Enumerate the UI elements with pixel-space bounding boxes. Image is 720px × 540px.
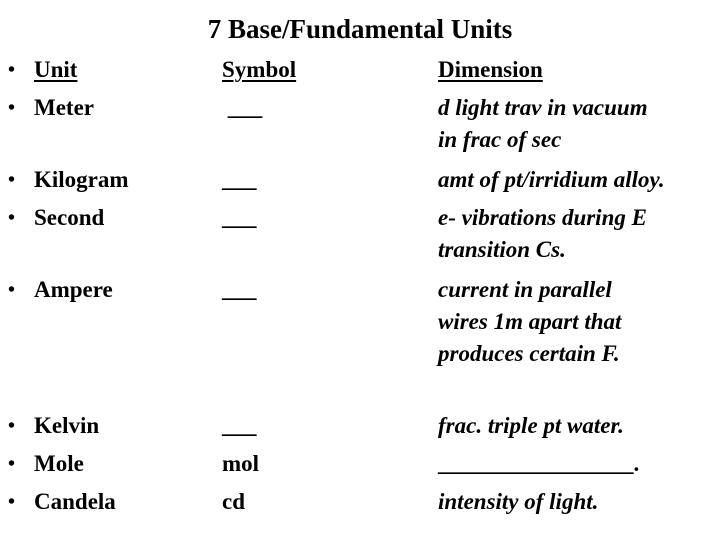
unit-dimension-meter-line2: in frac of sec [438, 127, 562, 152]
unit-symbol-second: ___ [222, 205, 257, 230]
unit-symbol-ampere: ___ [222, 277, 257, 302]
bullet: • [8, 491, 16, 513]
bullet: • [8, 453, 16, 475]
unit-name-kelvin: Kelvin [34, 413, 100, 438]
unit-symbol-candela: cd [222, 489, 245, 514]
unit-name-meter: Meter [34, 95, 94, 120]
unit-dimension-ampere-line1: current in parallel [438, 277, 612, 302]
unit-dimension-kelvin: frac. triple pt water. [438, 413, 624, 438]
bullet: • [8, 59, 16, 81]
unit-dimension-candela: intensity of light. [438, 489, 599, 514]
slide-title: 7 Base/Fundamental Units [207, 14, 513, 44]
unit-dimension-second-line1: e- vibrations during E [438, 205, 647, 230]
unit-name-candela: Candela [34, 489, 116, 514]
bullet: • [8, 207, 16, 229]
bullet: • [8, 169, 16, 191]
bullet: • [8, 97, 16, 119]
unit-dimension-ampere-line2: wires 1m apart that [438, 309, 622, 334]
bullet: • [8, 279, 16, 301]
header-dimension: Dimension [438, 57, 543, 82]
unit-dimension-meter-line1: d light trav in vacuum [438, 95, 648, 120]
header-symbol: Symbol [222, 57, 297, 82]
unit-name-kilogram: Kilogram [34, 167, 129, 192]
unit-name-ampere: Ampere [34, 277, 113, 302]
unit-symbol-meter: ___ [222, 95, 263, 120]
unit-name-second: Second [34, 205, 105, 230]
unit-symbol-kelvin: ___ [222, 413, 257, 438]
unit-symbol-kilogram: ___ [222, 167, 257, 192]
unit-dimension-mole-blank: _________________. [438, 451, 640, 476]
unit-symbol-mole: mol [222, 451, 260, 476]
unit-name-mole: Mole [34, 451, 84, 476]
bullet: • [8, 415, 16, 437]
unit-dimension-ampere-line3: produces certain F. [438, 341, 620, 366]
unit-dimension-kilogram: amt of pt/irridium alloy. [438, 167, 665, 192]
header-unit: Unit [34, 57, 78, 82]
unit-dimension-second-line2: transition Cs. [438, 237, 566, 262]
